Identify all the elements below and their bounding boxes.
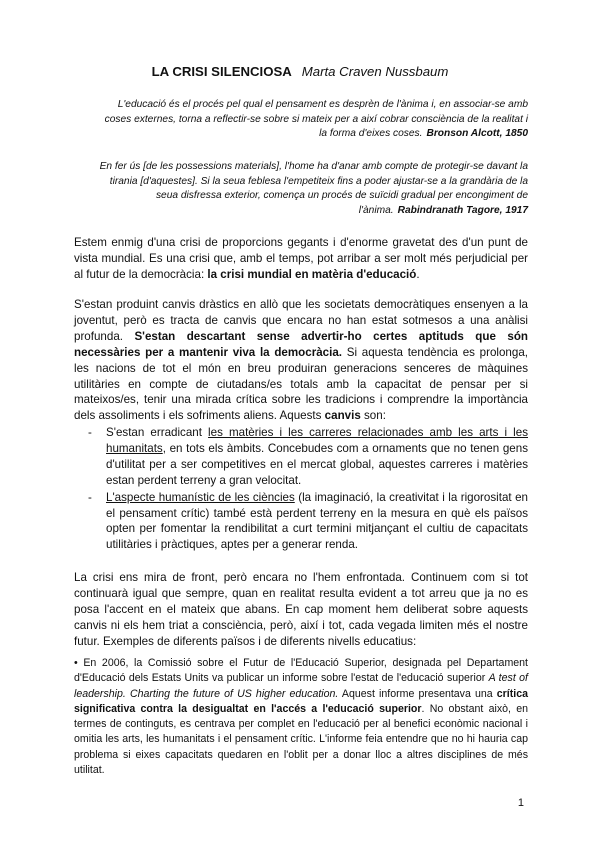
paragraph-changes xyxy=(74,297,528,424)
paragraph-emphasis: crítica significativa contra la desigualtat en l'accés a l'educació superior xyxy=(74,687,528,715)
changes-list xyxy=(74,425,528,553)
paragraph-text: . No obstant això, en termes de continguts, es centrava per complet en l'educació per al benefici econòmic nacional i omitia les arts, les humanitats i el pensament crític. L'informe feia entendre que no hi hauria cap problema si eixes capacitats quedaren en l'oblit per a donar lloc a altres disciplines de més utilitat. xyxy=(74,702,529,777)
dash-marker: - xyxy=(88,426,92,439)
list-text: S'estan erradicant xyxy=(106,426,209,439)
paragraph-text: Aquest informe presentava una xyxy=(338,687,497,700)
epigraph-quote-2 xyxy=(96,160,528,218)
paragraph-emphasis: canvis xyxy=(324,409,361,423)
list-item xyxy=(74,425,528,489)
quote-author: Rabindranath Tagore, 1917 xyxy=(397,204,528,216)
report-title: A test of leadership. Charting the future of US higher education. xyxy=(74,672,528,700)
epigraph-quote-1 xyxy=(96,98,528,142)
quote-text: L'educació és el procés pel qual el pensament es desprèn de l'ànima i, en associar-se amb coses externes, torna a reflectir-se sobre si mateix per a així cobrar consciència de la realitat i la forma d'eixes coses. xyxy=(104,99,528,140)
quote-text: En fer ús [de les possessions materials], l'home ha d'anar amb compte de protegir-se davant la tirania [d'aquestes]. Si la seua feblesa l'empetiteix fins a poder ajustar-se a la grandària de la seua disfressa exterior, comença un procés de suïcidi gradual per encongiment de l'ànima. xyxy=(99,161,528,216)
paragraph-text: son: xyxy=(360,409,386,423)
paragraph-emphasis: S'estan descartant sense advertir-ho certes aptituds que són necessàries per a mantenir viva la democràcia. xyxy=(74,329,528,359)
title-author: Marta Craven Nussbaum xyxy=(301,64,449,79)
paragraph-text: La crisi ens mira de front, però encara no l'hem enfrontada. Continuem com si tot continuarà igual que sempre, quan en realitat resulta evident a tot arreu que ja no es posa l'accent en el mateix que abans. En cap moment hem deliberat sobre aquests canvis ni els hem triat a consciència, però, així i tot, cada vegada limiten més el nostre futur. Exemples de diferents països i de diferents nivells educatius: xyxy=(74,571,528,648)
list-underlined: L'aspecte humanístic de les ciències xyxy=(106,490,295,504)
paragraph-example-2006 xyxy=(74,656,528,778)
document-title xyxy=(0,64,600,80)
dash-marker: - xyxy=(88,490,92,504)
paragraph-crisis xyxy=(74,570,528,650)
list-text: (la imaginació, la creativitat i la rigorositat en el pensament crític) també està perdent terreny en la mesura en què els països opten per fomentar la rendibilitat a curt termini mitjançant el cultiu de capacitats utilitàries i pràctiques, aptes per a generar renda. xyxy=(106,490,528,552)
page-number: 1 xyxy=(517,797,524,809)
paragraph-intro xyxy=(74,235,528,283)
paragraph-text: Si aquesta tendència es prolonga, les nacions de tot el món en breu produiran generacions senceres de màquines utilitàries en compte de ciutadans/es totals amb la capacitat de pensar per si mateixos/es, tenir una mirada crítica sobre les tradicions i comprendre la importància dels assoliments i els sofriments aliens. Aquests xyxy=(74,345,529,423)
paragraph-end: . xyxy=(416,267,420,281)
list-item xyxy=(74,490,528,554)
title-text: LA CRISI SILENCIOSA xyxy=(151,64,292,79)
paragraph-text: En 2006, la Comissió sobre el Futur de l'Educació Superior, designada pel Departament d'Educació dels Estats Units va publicar un informe sobre l'estat de l'educació superior xyxy=(74,657,528,685)
bullet-marker: • xyxy=(74,657,78,669)
paragraph-text: S'estan produint canvis dràstics en allò que les societats democràtiques ensenyen a la joventut, però es tracta de canvis que encara no han estat sotmesos a una anàlisi profunda. xyxy=(74,298,528,343)
paragraph-text: Estem enmig d'una crisi de proporcions gegants i d'enorme gravetat des d'un punt de vista mundial. Es una crisi que, amb el temps, pot arribar a ser molt més perjudicial per al futur de la democràcia: xyxy=(74,236,528,281)
list-text: , en tots els àmbits. Concebudes com a ornaments que no tenen gens d'utilitat per a ser competitives en el mercat global, aquestes carreres i matèries estan perdent terreny a gran velocitat. xyxy=(106,441,528,487)
quote-author: Bronson Alcott, 1850 xyxy=(426,128,528,140)
list-underlined: les matèries i les carreres relacionades amb les arts i les humanitats xyxy=(106,426,528,455)
paragraph-emphasis: la crisi mundial en matèria d'educació xyxy=(207,267,417,281)
